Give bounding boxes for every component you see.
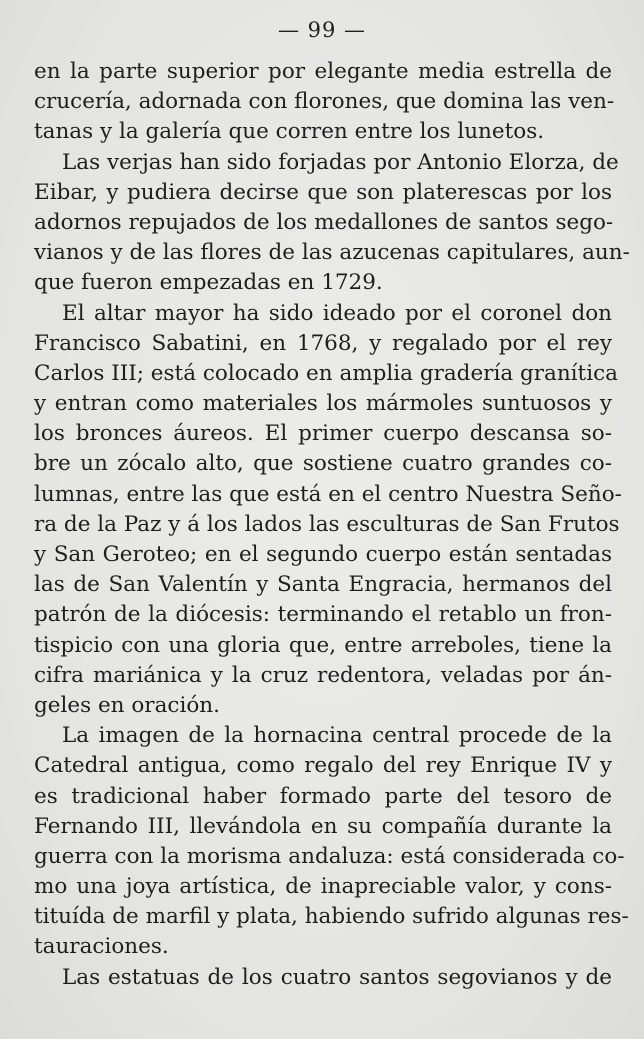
text-line: crucería, adornada con florones, que domina las ven- [34,89,615,115]
text-line: lumnas, entre las que está en el centro Nuestra Seño- [34,481,622,507]
text-line: en la parte superior por elegante media estrella de [34,59,612,84]
text-line: las de San Valentín y Santa Engracia, hermanos del [34,572,612,598]
text-line: El altar mayor ha sido ideado por el coronel don [62,300,612,326]
text-line: vianos y de las flores de las azucenas capitulares, aun- [34,240,630,266]
text-line: que fueron empezadas en 1729. [34,270,383,296]
text-line: tispicio con una gloria que, entre arreboles, tiene la [34,632,612,658]
text-line: patrón de la diócesis: terminando el retablo un fron- [34,602,612,628]
text-line: adornos repujados de los medallones de santos sego- [34,209,614,235]
text-line: Carlos III; está colocado en amplia gradería granítica [34,360,618,386]
text-line: tanas y la galería que corren entre los lunetos. [34,119,545,145]
text-line: Catedral antigua, como regalo del rey Enrique IV y [34,753,612,779]
text-line: ra de la Paz y á los lados las esculturas de San Frutos [34,511,620,537]
text-line: Las estatuas de los cuatro santos segovianos y de [62,964,612,990]
text-line: tauraciones. [34,934,169,960]
text-line: y entran como materiales los mármoles suntuosos y [34,391,612,417]
page-number: — 99 — [277,18,367,42]
text-line: Eibar, y pudiera decirse que son platerescas por los [34,179,612,205]
text-line: geles en oración. [34,692,220,718]
text-line: Fernando III, llevándola en su compañía durante la [34,813,612,839]
text-line: y San Geroteo; en el segundo cuerpo están sentadas [34,542,612,567]
text-line: Francisco Sabatini, en 1768, y regalado por el rey [34,330,612,356]
text-line: Las verjas han sido forjadas por Antonio Elorza, de [62,149,619,175]
text-line: La imagen de la hornacina central procede de la [62,723,612,749]
text-line: es tradicional haber formado parte del tesoro de [34,783,612,809]
text-line: mo una joya artística, de inapreciable valor, y cons- [34,874,612,900]
text-line: tituída de marfil y plata, habiendo sufrido algunas res- [34,904,629,930]
text-line: los bronces áureos. El primer cuerpo descansa so- [34,421,612,447]
body-text [34,57,630,993]
text-line: cifra mariánica y la cruz redentora, veladas por án- [34,662,612,688]
text-line: guerra con la morisma andaluza: está considerada co- [34,843,625,869]
text-line: bre un zócalo alto, que sostiene cuatro grandes co- [34,451,612,477]
